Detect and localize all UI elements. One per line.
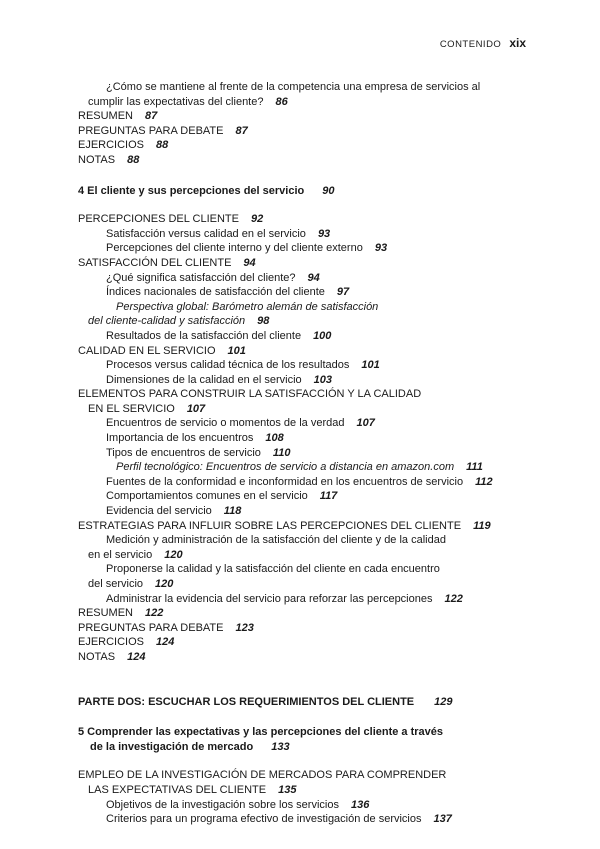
toc-entry	[78, 650, 538, 665]
toc-entry-page: 87	[145, 110, 158, 123]
toc-entry-title: Encuentros de servicio o momentos de la verdad	[106, 417, 345, 430]
toc-entry	[78, 416, 538, 431]
toc-entry-title: Dimensiones de la calidad en el servicio	[106, 373, 302, 386]
toc-entry	[78, 460, 538, 475]
toc-entry-title: Medición y administración de la satisfacción del cliente y de la calidad	[106, 534, 446, 547]
toc-entry-title: PERCEPCIONES DEL CLIENTE	[78, 213, 239, 226]
toc-entry	[78, 212, 538, 227]
toc-entry-title: Perspectiva global: Barómetro alemán de satisfacción	[116, 300, 379, 313]
toc-entry-title: ESTRATEGIAS PARA INFLUIR SOBRE LAS PERCEPCIONES DEL CLIENTE	[78, 519, 462, 532]
toc-entry-title: Resultados de la satisfacción del cliente	[106, 329, 302, 342]
toc-entry	[78, 519, 538, 534]
toc-entry	[78, 768, 538, 783]
toc-entry	[78, 256, 538, 271]
toc-entry-title: Índices nacionales de satisfacción del cliente	[106, 286, 325, 299]
toc-entry	[78, 402, 538, 417]
toc-entry-title: ¿Cómo se mantiene al frente de la competencia una empresa de servicios al	[106, 81, 481, 93]
toc-entry	[78, 153, 538, 168]
toc-entry	[78, 431, 538, 446]
toc-entry-title: del cliente-calidad y satisfacción	[88, 315, 246, 328]
toc-entry-title: cumplir las expectativas del cliente?	[88, 95, 264, 108]
toc-entry-title: LAS EXPECTATIVAS DEL CLIENTE	[88, 783, 267, 796]
toc-entry-page: 129	[434, 695, 453, 708]
toc-entry-page: 107	[356, 417, 375, 430]
toc-entry-page: 136	[350, 798, 370, 811]
toc-entry-page: 87	[235, 124, 248, 137]
toc-entry	[78, 533, 538, 548]
toc-entry-title: Satisfacción versus calidad en el servicio	[106, 227, 306, 240]
toc-entry	[78, 606, 538, 621]
toc-entry-title: Perfil tecnológico: Encuentros de servicio a distancia en amazon.com	[116, 461, 455, 474]
toc-entry-page: 122	[145, 607, 164, 620]
toc-entry-page: 94	[243, 256, 256, 269]
toc-entry-title: Fuentes de la conformidad e inconformidad en los encuentros de servicio	[106, 475, 464, 488]
toc-entry-page: 117	[319, 490, 338, 503]
toc-entry	[78, 138, 538, 153]
toc-entry	[78, 241, 538, 256]
toc-entry	[78, 475, 538, 490]
toc-entry-page: 123	[235, 621, 254, 634]
toc-entry-title: EMPLEO DE LA INVESTIGACIÓN DE MERCADOS PARA COMPRENDER	[78, 769, 447, 782]
toc-entry-title: Percepciones del cliente interno y del cliente externo	[106, 242, 363, 255]
toc-entry-title: Procesos versus calidad técnica de los resultados	[106, 359, 350, 372]
toc-entry-page: 120	[164, 548, 183, 561]
toc-entry-title: Objetivos de la investigación sobre los servicios	[106, 798, 339, 811]
toc-entry	[78, 271, 538, 286]
toc-entry	[78, 344, 538, 359]
toc-entry	[78, 80, 538, 95]
toc-entry-title: Administrar la evidencia del servicio para reforzar las percepciones	[106, 592, 433, 605]
toc-entry	[78, 358, 538, 373]
toc-entry	[78, 621, 538, 636]
toc-entry-page: 122	[444, 592, 463, 605]
toc-entry-page: 88	[127, 153, 140, 166]
toc-entry-page: 111	[466, 461, 483, 474]
toc-entry	[78, 95, 538, 110]
toc-entry	[78, 504, 538, 519]
toc-entry-page: 119	[473, 519, 491, 532]
toc-entry-page: 100	[313, 329, 332, 342]
toc-entry-title: Criterios para un programa efectivo de investigación de servicios	[106, 813, 422, 826]
toc-entry	[78, 109, 538, 124]
toc-entry-title: Proponerse la calidad y la satisfacción del cliente en cada encuentro	[106, 563, 440, 576]
toc-entry-title: NOTAS	[78, 650, 116, 663]
toc-entry	[78, 124, 538, 139]
toc-entry	[78, 184, 538, 199]
toc-entry-page: 101	[361, 359, 380, 372]
toc-entry-title: del servicio	[88, 578, 144, 590]
toc-entry	[78, 489, 538, 504]
toc-entry-title: de la investigación de mercado	[90, 740, 254, 753]
toc-entry-title: CALIDAD EN EL SERVICIO	[78, 344, 216, 357]
toc-entry-page: 137	[433, 813, 452, 826]
toc-entry	[78, 725, 538, 740]
toc-entry-page: 124	[127, 650, 146, 663]
toc-entry-page: 133	[271, 740, 290, 753]
page-header	[440, 36, 526, 50]
toc-entry-title: 4 El cliente y sus percepciones del servicio	[78, 184, 305, 197]
toc-entry-page: 93	[317, 227, 331, 240]
toc-entry-title: ELEMENTOS PARA CONSTRUIR LA SATISFACCIÓN Y LA CALIDAD	[78, 388, 422, 401]
toc-entry-title: 5 Comprender las expectativas y las percepciones del cliente a través	[78, 726, 444, 739]
page-number: xix	[509, 36, 526, 50]
toc-entry-title: RESUMEN	[78, 607, 134, 620]
toc-entry-page: 108	[265, 432, 284, 445]
toc-entry-title: en el servicio	[88, 548, 153, 561]
toc-entry-title: PREGUNTAS PARA DEBATE	[78, 621, 224, 634]
toc-entry-page: 94	[307, 271, 320, 284]
toc-entry	[78, 562, 538, 577]
toc-entry-title: ¿Qué significa satisfacción del cliente?	[106, 271, 296, 284]
toc-entry-page: 92	[250, 213, 264, 226]
toc-entry-title: Importancia de los encuentros	[106, 432, 254, 445]
toc-entry-title: EJERCICIOS	[78, 636, 145, 649]
toc-entry	[78, 314, 538, 329]
toc-entry	[78, 592, 538, 607]
toc-entry	[78, 548, 538, 563]
toc-entry-page: 124	[156, 636, 175, 649]
toc-entry	[78, 285, 538, 300]
toc-entry-title: RESUMEN	[78, 110, 134, 123]
toc-entry	[78, 329, 538, 344]
toc-entry	[78, 577, 538, 592]
toc-entry-title: EJERCICIOS	[78, 139, 145, 152]
toc-entry	[78, 373, 538, 388]
toc-entry-title: PREGUNTAS PARA DEBATE	[78, 124, 224, 137]
toc-entry-page: 93	[374, 242, 388, 255]
toc-entry-page: 88	[156, 139, 169, 152]
toc-entry-page: 86	[275, 95, 288, 108]
toc-entry-page: 98	[257, 315, 270, 328]
toc-entry-page: 135	[278, 783, 297, 796]
toc-entry-title: Evidencia del servicio	[106, 505, 212, 518]
toc-entry	[78, 446, 538, 461]
toc-entry	[78, 300, 538, 315]
table-of-contents	[78, 80, 538, 827]
toc-entry	[78, 227, 538, 242]
toc-entry-page: 107	[186, 402, 206, 415]
toc-entry	[78, 635, 538, 650]
toc-entry	[78, 695, 538, 710]
section-title: CONTENIDO	[439, 39, 502, 50]
toc-entry-title: SATISFACCIÓN DEL CLIENTE	[78, 256, 232, 269]
toc-entry	[78, 812, 538, 827]
toc-entry-page: 120	[155, 578, 174, 590]
toc-entry-page: 118	[223, 505, 242, 518]
toc-entry-title: NOTAS	[78, 153, 116, 166]
toc-entry	[78, 387, 538, 402]
toc-entry-title: PARTE DOS: ESCUCHAR LOS REQUERIMIENTOS DEL CLIENTE	[78, 695, 415, 708]
toc-entry-page: 112	[475, 475, 493, 488]
toc-entry	[78, 740, 538, 755]
toc-entry-page: 97	[336, 286, 350, 299]
toc-entry-title: Comportamientos comunes en el servicio	[106, 490, 308, 503]
toc-entry	[78, 798, 538, 813]
toc-entry	[78, 783, 538, 798]
toc-entry-title: EN EL SERVICIO	[88, 402, 175, 415]
toc-entry-page: 103	[313, 373, 333, 386]
toc-entry-title: Tipos de encuentros de servicio	[106, 446, 261, 459]
toc-entry-page: 90	[322, 184, 335, 197]
toc-entry-page: 101	[227, 344, 246, 357]
toc-entry-page: 110	[272, 446, 291, 459]
